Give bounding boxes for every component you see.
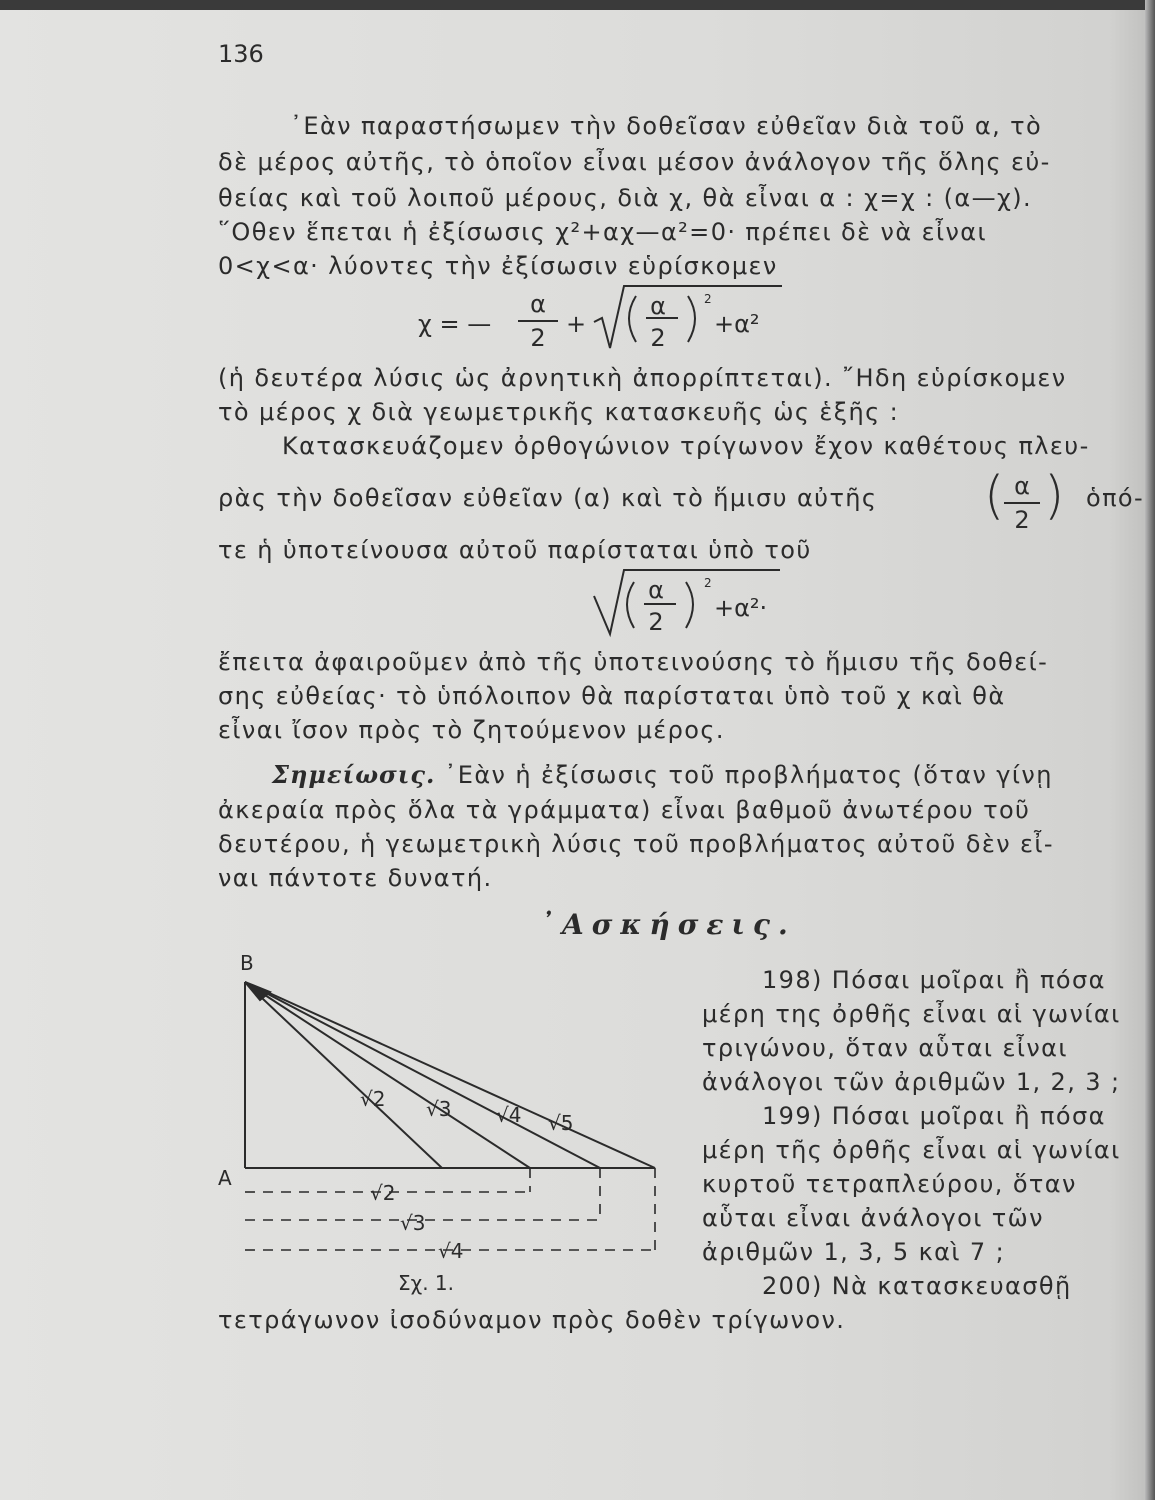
half-den: 2 — [1014, 506, 1030, 534]
formula2-square: 2 — [704, 576, 712, 590]
formula2-tail: +α²· — [714, 594, 768, 622]
formula2-num: α — [648, 576, 664, 604]
exercise-198-line1: 198) Πόσαι μοῖραι ἢ πόσα — [762, 966, 1106, 994]
note-line3: δευτέρου, ἡ γεωμετρικὴ λύσις τοῦ προβλήματος αὐτοῦ δὲν εἶ- — [218, 830, 1054, 858]
para1-line1: ᾿Εὰν παραστήσωμεν τὴν δοθεῖσαν εὐθεῖαν διὰ τοῦ α, τὸ — [290, 112, 1043, 140]
formula1-inner-den: 2 — [650, 324, 666, 352]
label-b: B — [240, 951, 254, 975]
apex-mark — [245, 982, 270, 1000]
para3-line3: εἶναι ἴσον πρὸς τὸ ζητούμενον μέρος. — [218, 716, 725, 744]
note-line4: ναι πάντοτε δυνατή. — [218, 864, 493, 892]
exercise-198-line4: ἀνάλογοι τῶν ἀριθμῶν 1, 2, 3 ; — [702, 1068, 1121, 1096]
note-line1 — [272, 760, 1053, 789]
exercise-199-line3: κυρτοῦ τετραπλεύρου, ὅταν — [702, 1170, 1077, 1198]
exercise-199-line4: αὗται εἶναι ἀνάλογοι τῶν — [702, 1204, 1044, 1232]
para2-line3: Κατασκευάζομεν ὀρθογώνιον τρίγωνον ἔχον καθέτους πλευ- — [282, 432, 1090, 460]
para2-line4-end: ὁπό- — [1086, 484, 1145, 512]
para3-line1: ἔπειτα ἀφαιροῦμεν ἀπὸ τῆς ὑποτεινούσης τὸ ἥμισυ τῆς δοθεί- — [218, 648, 1049, 676]
dim-label-sqrt4: √4 — [438, 1239, 464, 1263]
para2-line4: ρὰς τὴν δοθεῖσαν εὐθεῖαν (α) καὶ τὸ ἥμισυ αὐτῆς — [218, 484, 878, 512]
formula1-inner-fraction — [642, 292, 674, 352]
note-label: Σημείωσις. — [272, 760, 436, 789]
page-number: 136 — [218, 40, 264, 68]
formula1-square: 2 — [704, 292, 712, 306]
label-a: A — [218, 1166, 232, 1190]
hyp-sqrt2 — [245, 982, 442, 1168]
exercise-200-line2: τετράγωνον ἰσοδύναμον πρὸς δοθὲν τρίγωνον. — [218, 1306, 846, 1334]
para1-line2: δὲ μέρος αὐτῆς, τὸ ὁποῖον εἶναι μέσον ἀνάλογον τῆς ὅλης εὐ- — [218, 148, 1051, 176]
para2-line2: τὸ μέρος χ διὰ γεωμετρικῆς κατασκευῆς ὡς ἑξῆς : — [218, 398, 900, 426]
paren-right: ) — [1044, 466, 1065, 526]
para2-line1: (ἡ δευτέρα λύσις ὡς ἀρνητικὴ ἀπορρίπτεται). ῎Ηδη εὑρίσκομεν — [218, 364, 1067, 392]
paren-left: ( — [984, 466, 1005, 526]
hyp-label-sqrt4: √4 — [496, 1103, 522, 1127]
scan-right-edge — [1145, 0, 1155, 1500]
exercise-200-line1: 200) Νὰ κατασκευασθῇ — [762, 1272, 1072, 1300]
exercise-199-line1: 199) Πόσαι μοῖραι ἢ πόσα — [762, 1102, 1106, 1130]
hyp-sqrt5 — [245, 982, 655, 1168]
half-fraction — [1004, 472, 1040, 534]
figure-caption: Σχ. 1. — [398, 1271, 454, 1295]
figure-1 — [200, 940, 680, 1300]
formula1-lhs: χ = — — [418, 310, 492, 338]
hyp-label-sqrt3: √3 — [426, 1097, 452, 1121]
exercise-198-line2: μέρη της ὀρθῆς εἶναι αἱ γωνίαι — [702, 1000, 1121, 1028]
hyp-label-sqrt5: √5 — [548, 1111, 574, 1135]
para1-line4: ῞Οθεν ἕπεται ἡ ἐξίσωσις χ²+αχ—α²=0· πρέπει δὲ νὰ εἶναι — [218, 218, 988, 246]
dim-label-sqrt2: √2 — [370, 1181, 396, 1205]
note-line2: ἀκεραία πρὸς ὅλα τὰ γράμματα) εἶναι βαθμοῦ ἀνωτέρου τοῦ — [218, 796, 1031, 824]
para3-line2: σης εὐθείας· τὸ ὑπόλοιπον θὰ παρίσταται ὑπὸ τοῦ χ καὶ θὰ — [218, 682, 1006, 710]
formula1-num: α — [530, 290, 546, 318]
formula1-den: 2 — [530, 324, 546, 352]
hyp-label-sqrt2: √2 — [360, 1087, 386, 1111]
formula1-inner-num: α — [650, 292, 666, 320]
scan-top-edge — [0, 0, 1155, 10]
dim-label-sqrt3: √3 — [400, 1211, 426, 1235]
exercise-199-line2: μέρη τῆς ὀρθῆς εἶναι αἱ γωνίαι — [702, 1136, 1121, 1164]
exercise-198-line3: τριγώνου, ὅταν αὗται εἶναι — [702, 1034, 1068, 1062]
exercises-heading: ᾿Ασκήσεις. — [540, 908, 796, 941]
half-num: α — [1014, 472, 1030, 500]
note-line1-text: ᾿Εὰν ἡ ἐξίσωσις τοῦ προβλήματος (ὅταν γίνῃ — [444, 761, 1053, 789]
hyp-sqrt4 — [245, 982, 600, 1168]
formula2-den: 2 — [648, 608, 664, 636]
exercise-199-line5: ἀριθμῶν 1, 3, 5 καὶ 7 ; — [702, 1238, 1006, 1266]
formula1-tail: +α² — [714, 310, 760, 338]
formula1-plus: + — [566, 310, 587, 338]
para1-line3: θείας καὶ τοῦ λοιποῦ μέρους, διὰ χ, θὰ εἶναι α : χ=χ : (α—χ). — [218, 184, 1033, 212]
para2-line5: τε ἡ ὑποτείνουσα αὐτοῦ παρίσταται ὑπὸ τοῦ — [218, 536, 812, 564]
formula1-radical — [590, 282, 790, 352]
formula2-fraction — [640, 576, 672, 636]
formula1-fraction — [518, 290, 558, 352]
hyp-sqrt3 — [245, 982, 530, 1168]
para1-line5: 0<χ<α· λύοντες τὴν ἐξίσωσιν εὑρίσκομεν — [218, 252, 778, 280]
